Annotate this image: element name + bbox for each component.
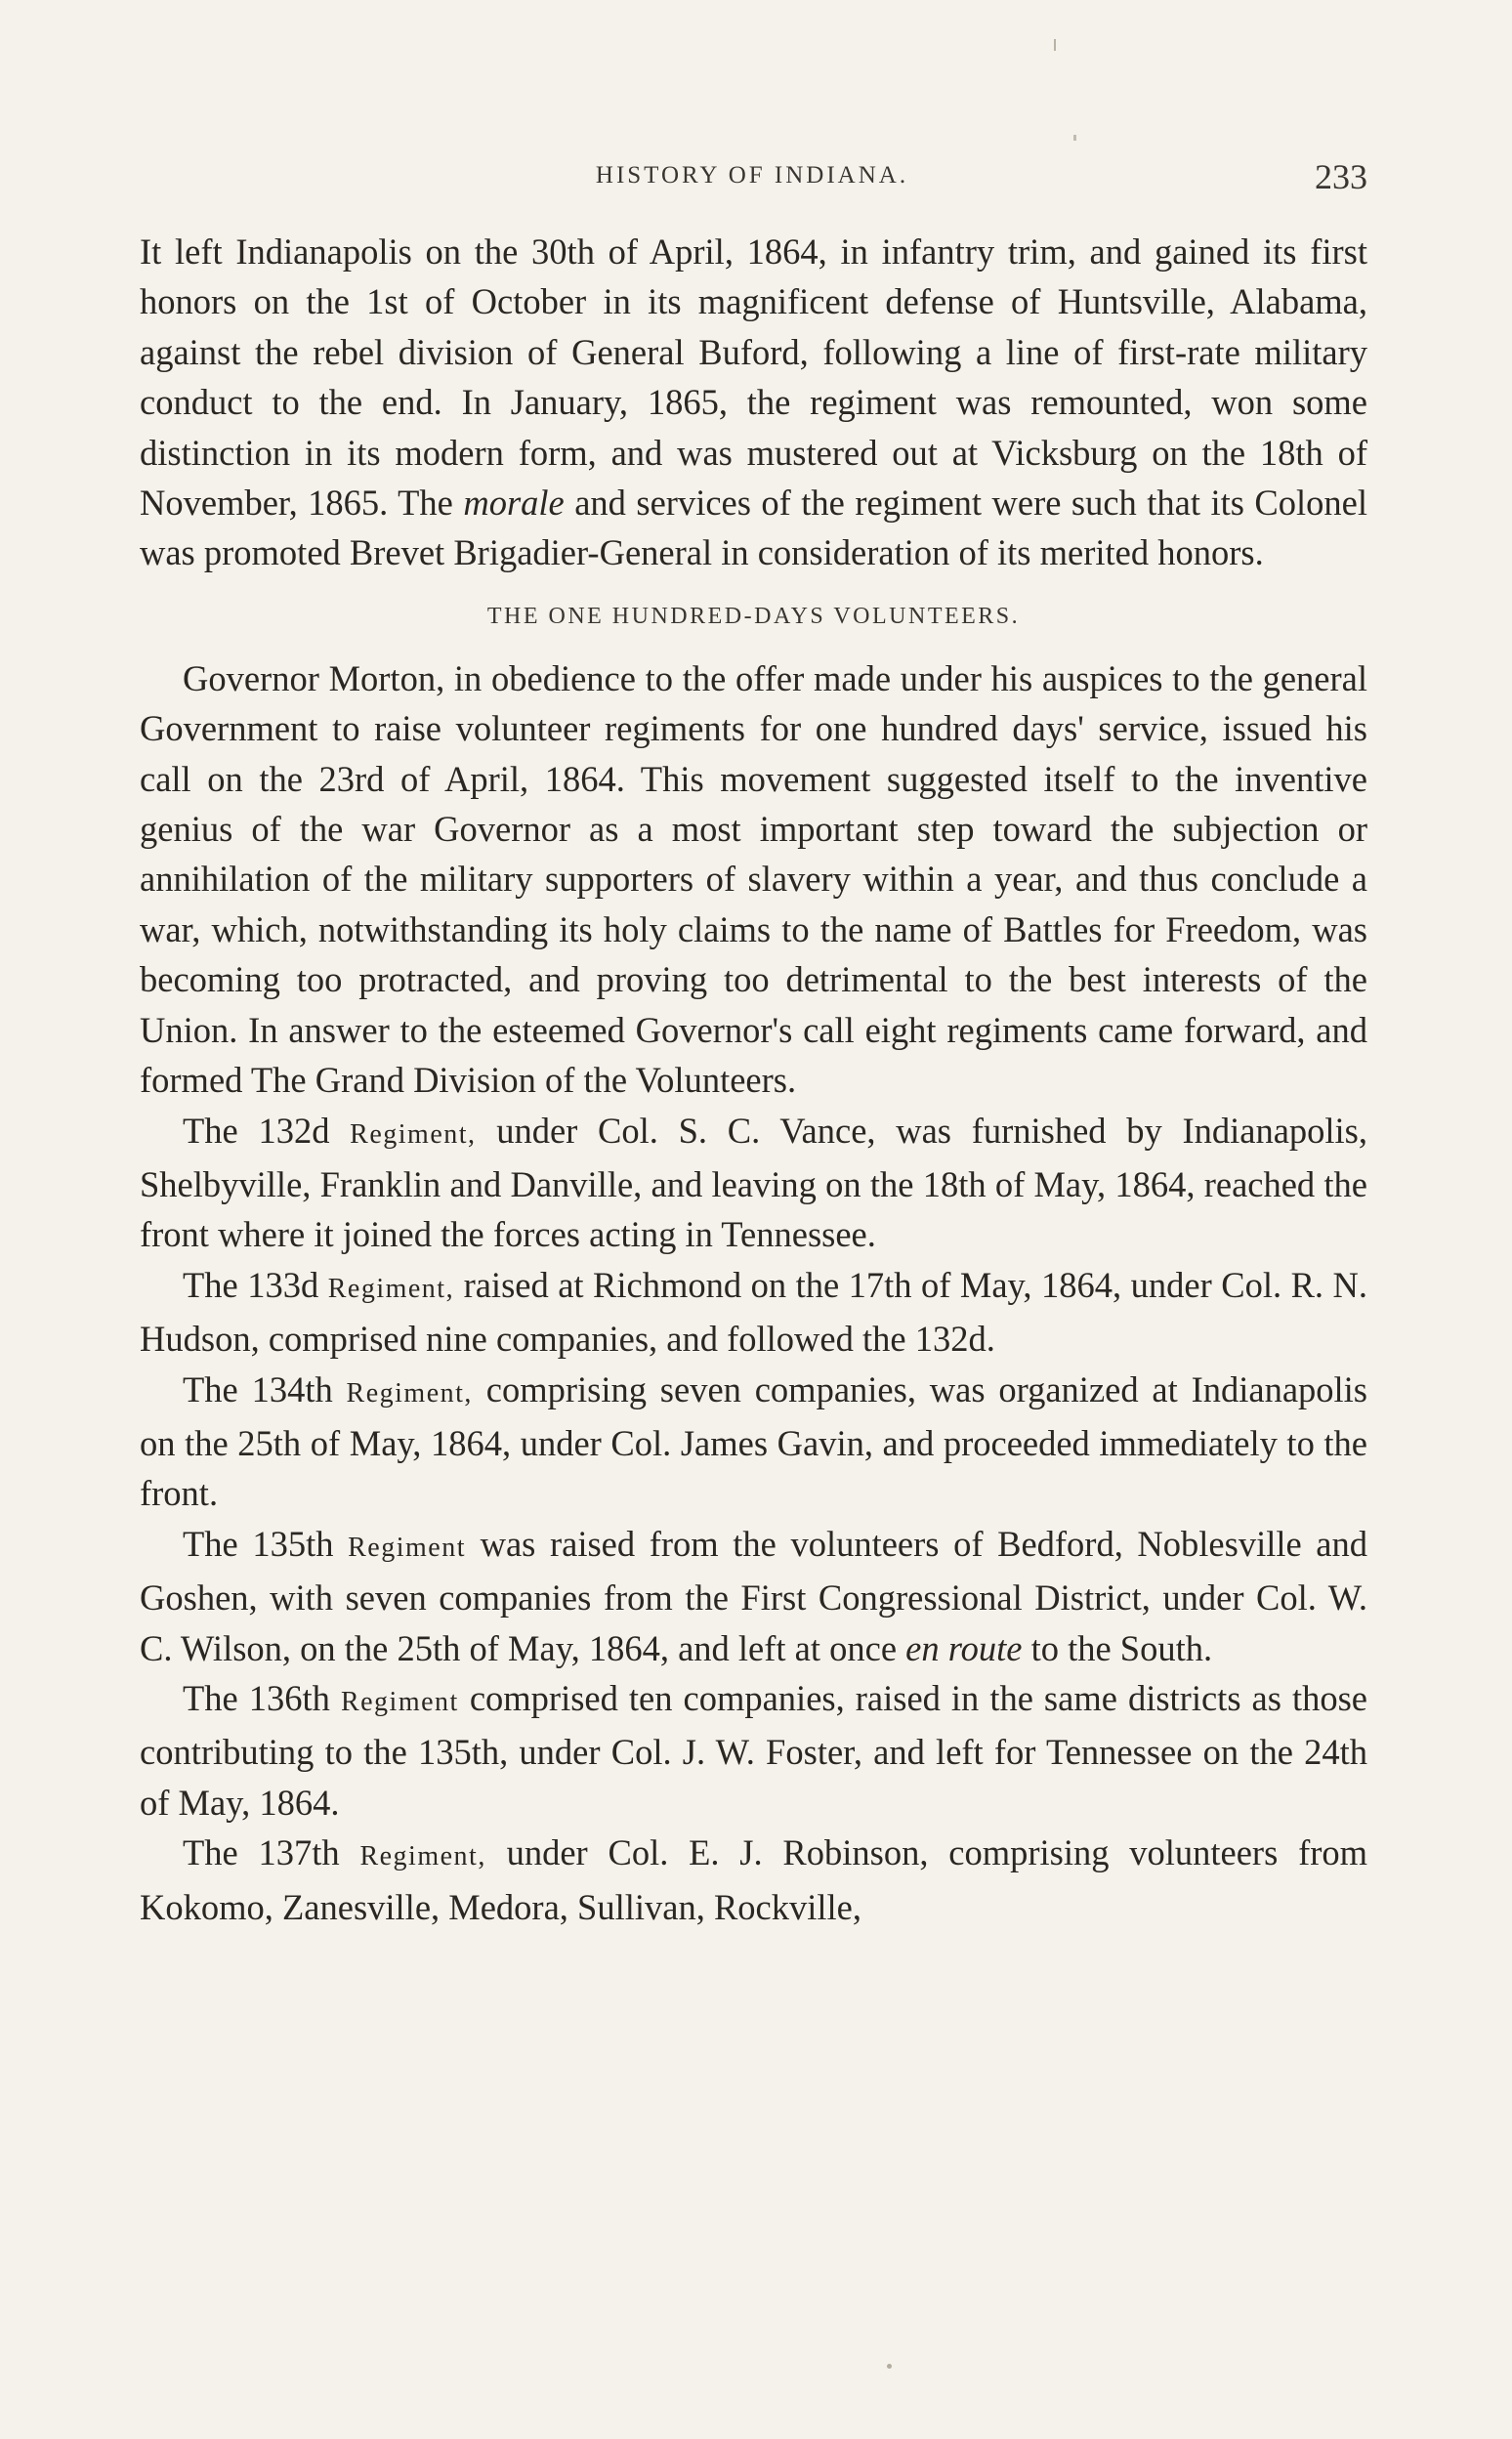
regiment-label: Regiment, — [346, 1377, 473, 1409]
regiment-lead: The 133d — [183, 1264, 319, 1305]
regiment-label: Regiment — [340, 1686, 459, 1717]
regiment-text: under Col. E. J. Robinson, comprising volunteers from Kokomo, Zanesville, Medora, Sullivan, Rockville, — [140, 1832, 1368, 1927]
intro-italic: morale — [463, 483, 565, 524]
regiment-paragraph — [140, 1519, 1367, 1673]
body-text — [140, 227, 1367, 1932]
intro-lead: The — [398, 483, 453, 524]
scan-mark — [1054, 39, 1056, 51]
section-heading: THE ONE HUNDRED-DAYS VOLUNTEERS. — [486, 603, 1021, 629]
regiment-lead: The 137th — [183, 1832, 340, 1873]
regiment-label: Regiment, — [359, 1841, 486, 1872]
page-header — [137, 156, 1367, 195]
regiment-paragraph — [140, 1828, 1367, 1932]
regiment-label: Regiment — [348, 1532, 466, 1563]
regiment-text: was raised from the volunteers of Bedford, Noblesville and Goshen, with seven companies from the First Congressional District, under Col. W. C. Wilson, on the 25th of May, 1864, and left at once — [140, 1523, 1368, 1668]
regiment-label: Regiment, — [350, 1118, 477, 1150]
regiment-text: comprised ten companies, raised in the same districts as those contributing to the 135th, under Col. J. W. Foster, and left for Tennessee on the 24th of May, 1864. — [140, 1677, 1368, 1823]
intro-rest: and services of the regiment were such that its Colonel was promoted Brevet Brigadier-General in consideration of its merited honors. — [140, 483, 1367, 573]
regiment-text: raised at Richmond on the 17th of May, 1864, under Col. R. N. Hudson, comprised nine companies, and followed the 132d. — [140, 1264, 1368, 1360]
regiment-paragraph — [140, 1365, 1367, 1519]
regiment-text: comprising seven companies, was organized at Indianapolis on the 25th of May, 1864, under Col. James Gavin, and proceeded immediately to the front. — [140, 1368, 1368, 1514]
governor-paragraph: Governor Morton, in obedience to the offer made under his auspices to the general Government to raise volunteer regiments for one hundred days' service, issued his call on the 23rd of April, 1864. This movement suggested itself to the inventive genius of the war Governor as a most important step toward the subjection or annihilation of the military supporters of slavery within a year, and thus conclude a war, which, notwithstanding its holy claims to the name of Battles for Freedom, was becoming too protracted, and proving too detrimental to the best interests of the Union. In answer to the esteemed Governor's call eight regiments came forward, and formed The Grand Division of the Volunteers. — [140, 657, 1367, 1101]
regiment-lead: The 134th — [183, 1368, 333, 1409]
scan-speck — [887, 2364, 892, 2369]
regiment-paragraph — [140, 1106, 1367, 1260]
regiment-lead: The 135th — [183, 1523, 334, 1564]
page-number: 233 — [1315, 157, 1367, 196]
intro-text: It left Indianapolis on the 30th of April, 1864, in infantry trim, and gained its first honors on the 1st of October in its magnificent defense of Huntsville, Alabama, against the rebel division of General Buford, following a line of first-rate military conduct to the end. In January, 1865, the regiment was remounted, won some distinction in its modern form, and was mustered out at Vicksburg on the 18th of November, 1865. — [140, 231, 1367, 524]
regiment-label: Regiment, — [327, 1273, 455, 1304]
intro-paragraph — [140, 227, 1367, 578]
regiment-lead: The 132d — [183, 1110, 330, 1151]
regiment-paragraph — [140, 1673, 1367, 1828]
scan-mark — [1073, 135, 1076, 141]
regiment-lead: The 136th — [183, 1677, 330, 1718]
regiment-text-end: to the South. — [1030, 1627, 1213, 1668]
regiment-text: under Col. S. C. Vance, was furnished by Indianapolis, Shelbyville, Franklin and Danville, and leaving on the 18th of May, 1864, reached the front where it joined the forces acting in Tennessee. — [140, 1110, 1368, 1255]
running-title: HISTORY OF INDIANA. — [595, 162, 909, 189]
regiment-italic: en route — [905, 1627, 1023, 1668]
regiment-paragraph — [140, 1260, 1367, 1365]
